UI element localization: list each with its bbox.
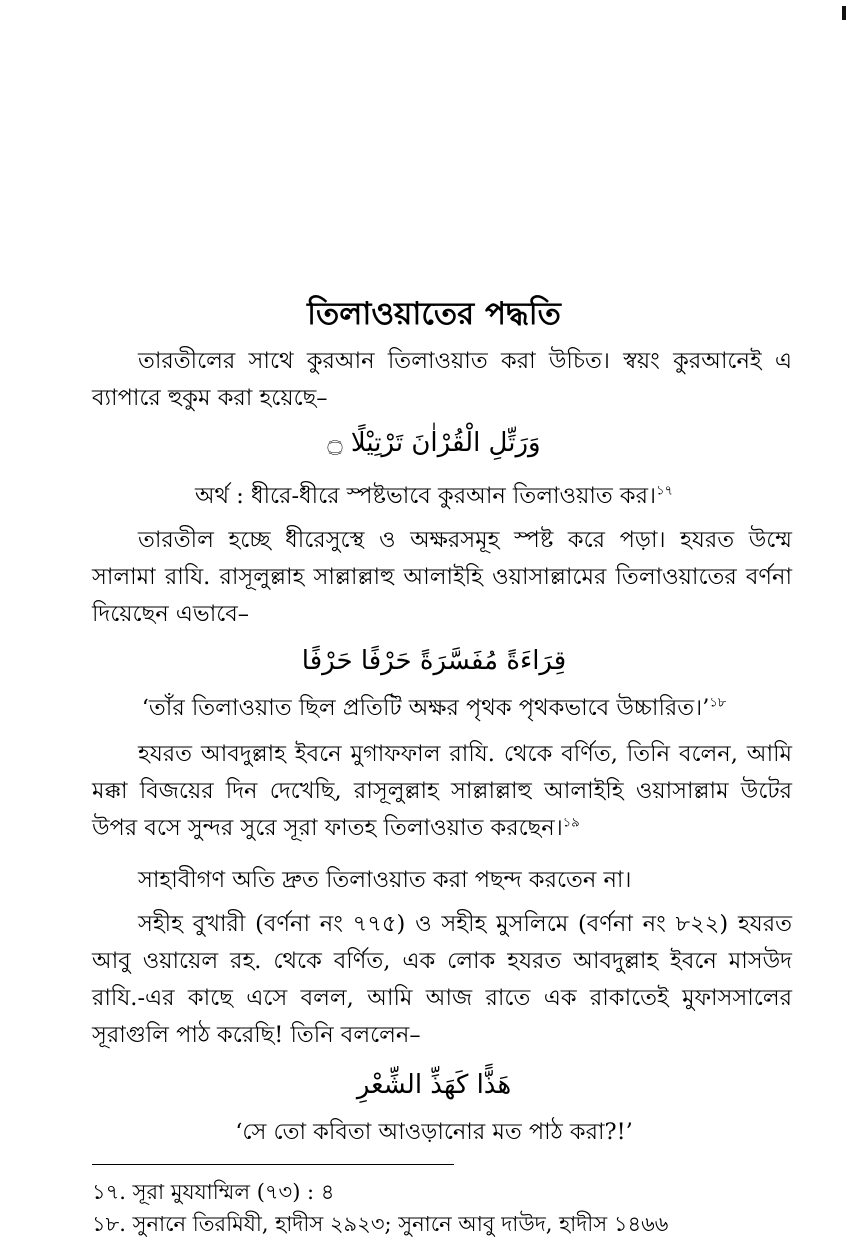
paragraph-makkah-conquest xyxy=(92,736,792,847)
verse-meaning xyxy=(0,478,868,516)
paragraph-bukhari-muslim: সহীহ বুখারী (বর্ণনা নং ৭৭৫) ও সহীহ মুসলিমে (বর্ণনা নং ৮২২) হযরত আবু ওয়ায়েল রহ. থেকে বর্ণিত, এক লোক হযরত আবদুল্লাহ ইবনে মাসউদ রাযি.-এর কাছে এসে বলল, আমি আজ রাতে এক রাকাতেই মুফাসসালের সূরাগুলি পাঠ করেছি! তিনি বললেন– xyxy=(92,911,792,1048)
footnote-18: ১৮. সুনানে তিরমিযী, হাদীস ২৯২৩; সুনানে আবু দাউদ, হাদীস ১৪৬৬ xyxy=(92,1212,669,1236)
paragraph-tartil-definition: তারতীল হচ্ছে ধীরেসুস্থে ও অক্ষরসমূহ স্পষ্ট করে পড়া। হযরত উম্মে সালামা রাযি. রাসূলুল্লাহ সাল্লাল্লাহু আলাইহি ওয়াসাল্লামের তিলাওয়াতের বর্ণনা দিয়েছেন এভাবে– xyxy=(92,527,792,627)
arabic-verse-1: وَرَتِّلِ الْقُرْاٰنَ تَرْتِيْلًا ۝ xyxy=(327,428,541,458)
footnote-17: ১৭. সূরা মুযযাম্মিল (৭৩) : ৪ xyxy=(92,1180,335,1204)
recitation-quote-text: ‘তাঁর তিলাওয়াত ছিল প্রতিটি অক্ষর পৃথক পৃথকভাবে উচ্চারিত।’ xyxy=(141,695,710,721)
footnote-ref-19: ১৯ xyxy=(562,815,580,831)
footnote-ref-17: ১৭ xyxy=(656,483,673,499)
scan-mark xyxy=(842,6,846,20)
footnote-ref-18: ১৮ xyxy=(709,695,727,711)
paragraph-sahaba: সাহাবীগণ অতি দ্রুত তিলাওয়াত করা পছন্দ করতেন না। xyxy=(138,867,632,893)
arabic-phrase-3: هَذًّا كَهَذِّ الشِّعْرِ xyxy=(356,1070,512,1100)
footnote-divider xyxy=(92,1164,454,1165)
paragraph-makkah-text: হযরত আবদুল্লাহ ইবনে মুগাফফাল রাযি. থেকে বর্ণিত, তিনি বলেন, আমি মক্কা বিজয়ের দিন দেখেছি, রাসূলুল্লাহ সাল্লাল্লাহু আলাইহি ওয়াসাল্লাম উটের উপর বসে সুন্দর সুরে সূরা ফাতহ তিলাওয়াত করছেন। xyxy=(92,741,792,841)
poetry-quote: ‘সে তো কবিতা আওড়ানোর মত পাঠ করা?!’ xyxy=(235,1119,633,1145)
arabic-phrase-2: قِرَاءَةً مُفَسَّرَةً حَرْفًا حَرْفًا xyxy=(301,646,567,676)
recitation-quote xyxy=(0,690,868,728)
paragraph-tartil-intro: তারতীলের সাথে কুরআন তিলাওয়াত করা উচিত। স্বয়ং কুরআনেই এ ব্যাপারে হুকুম করা হয়েছে– xyxy=(92,348,792,411)
verse-meaning-text: অর্থ : ধীরে-ধীরে স্পষ্টভাবে কুরআন তিলাওয়াত কর। xyxy=(195,483,657,509)
section-heading: তিলাওয়াতের পদ্ধতি xyxy=(307,296,561,332)
